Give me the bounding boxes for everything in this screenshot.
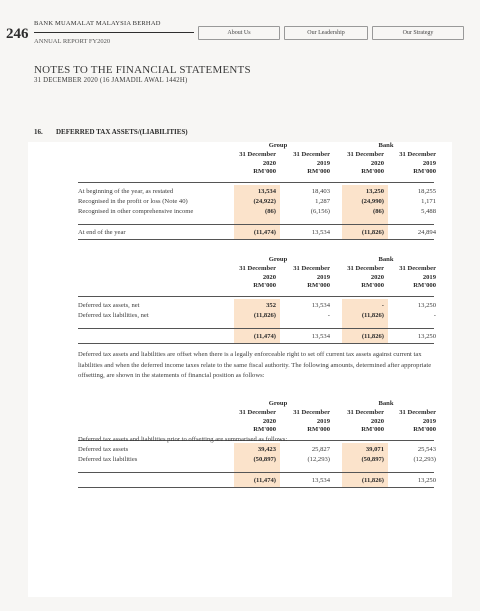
nav-our-leadership[interactable]: Our Leadership (284, 26, 368, 40)
table3-column-header (366, 409, 436, 435)
table1-cell: (24,922) (253, 198, 276, 205)
table2-header-rule (78, 296, 434, 297)
table1-total-label: At end of the year (78, 229, 126, 236)
column-header-year: 2019 (422, 417, 436, 425)
column-header-date: 31 December (399, 151, 436, 158)
table3-total-rule-top (78, 472, 434, 473)
table2-total-cell: (11,474) (253, 333, 276, 340)
table2-bank-heading: Bank (378, 256, 394, 263)
table2-column-header (366, 265, 436, 291)
nav-our-strategy[interactable]: Our Strategy (372, 26, 464, 40)
table2-cell: - (381, 302, 384, 309)
table1-total-rule-top (78, 224, 434, 225)
table3-cell: 39,423 (257, 446, 276, 453)
table2-total-rule-top (78, 328, 434, 329)
column-header-date: 31 December (293, 409, 330, 416)
summary-paragraph: Deferred tax assets and liabilities prior to offsetting are summarised as follows: (78, 436, 288, 443)
column-header-unit: RM'000 (307, 282, 330, 289)
section-number: 16. (34, 128, 43, 136)
column-header-date: 31 December (347, 151, 384, 158)
column-header-year: 2020 (262, 159, 276, 167)
column-header-date: 31 December (293, 151, 330, 158)
table3-cell: (12,293) (413, 456, 436, 463)
table2-cell: - (327, 312, 330, 319)
table1-cell: 18,255 (417, 188, 436, 195)
bank-name: BANK MUAMALAT MALAYSIA BERHAD (34, 20, 161, 27)
table1-cell: 1,171 (421, 198, 436, 205)
table1-cell: 13,250 (365, 188, 384, 195)
column-header-date: 31 December (293, 265, 330, 272)
column-header-unit: RM'000 (361, 426, 384, 433)
table1-row-label: Recognised in other comprehensive income (78, 208, 194, 215)
column-header-unit: RM'000 (413, 168, 436, 175)
table2-cell: 13,534 (311, 302, 330, 309)
table3-total-cell: (11,474) (253, 477, 276, 484)
table1-group-heading: Group (268, 142, 288, 149)
table2-row-label: Deferred tax liabilities, net (78, 312, 149, 319)
table1-column-header (366, 151, 436, 177)
column-header-date: 31 December (347, 409, 384, 416)
column-header-year: 2019 (422, 273, 436, 281)
page-number: 246 (6, 26, 29, 42)
table1-row-label: Recognised in the profit or loss (Note 40) (78, 198, 188, 205)
nav-about-us[interactable]: About Us (198, 26, 280, 40)
table3-bank-heading: Bank (378, 400, 394, 407)
column-header-unit: RM'000 (361, 282, 384, 289)
column-header-year: 2020 (370, 159, 384, 167)
column-header-year: 2020 (262, 273, 276, 281)
offset-paragraph: Deferred tax assets and liabilities are offset when there is a legally enforceable right to set off current tax assets against current tax liabilities and when the deferred income taxes relate to the same fiscal authority. The following amounts, determined after appropriate offsetting, are shown in the statements of financial position as follows: (78, 351, 432, 379)
table3-row-label: Deferred tax assets (78, 446, 129, 453)
column-header-year: 2019 (316, 417, 330, 425)
table2-total-rule-bottom (78, 343, 434, 344)
table1-total-rule-bottom (78, 239, 434, 240)
header-divider (34, 32, 194, 33)
column-header-unit: RM'000 (361, 168, 384, 175)
table3-total-cell: 13,534 (311, 477, 330, 484)
table1-cell: 18,403 (311, 188, 330, 195)
section-title: DEFERRED TAX ASSETS/(LIABILITIES) (56, 128, 188, 136)
table3-cell: (12,293) (307, 456, 330, 463)
table2-group-heading: Group (268, 256, 288, 263)
column-header-year: 2020 (370, 417, 384, 425)
table3-total-rule-bottom (78, 487, 434, 488)
table1-cell: (6,156) (310, 208, 330, 215)
table2-row-label: Deferred tax assets, net (78, 302, 140, 309)
table1-total-cell: 24,894 (417, 229, 436, 236)
table1-row-label: At beginning of the year, as restated (78, 188, 174, 195)
table2-total-cell: (11,826) (361, 333, 384, 340)
column-header-year: 2019 (316, 159, 330, 167)
column-header-date: 31 December (347, 265, 384, 272)
table1-cell: (24,990) (361, 198, 384, 205)
table3-group-heading: Group (268, 400, 288, 407)
table1-total-cell: (11,474) (253, 229, 276, 236)
page-subtitle: 31 DECEMBER 2020 (16 JAMADIL AWAL 1442H) (34, 77, 188, 84)
table2-cell: - (433, 312, 436, 319)
column-header-year: 2019 (422, 159, 436, 167)
table1-cell: (86) (373, 208, 384, 215)
report-name: ANNUAL REPORT FY2020 (34, 38, 111, 45)
table3-total-cell: 13,250 (417, 477, 436, 484)
table3-total-cell: (11,826) (361, 477, 384, 484)
table3-cell: (50,897) (253, 456, 276, 463)
table1-total-cell: (11,826) (361, 229, 384, 236)
table2-total-cell: 13,250 (417, 333, 436, 340)
column-header-unit: RM'000 (413, 282, 436, 289)
table2-total-cell: 13,534 (311, 333, 330, 340)
column-header-unit: RM'000 (253, 426, 276, 433)
column-header-unit: RM'000 (253, 282, 276, 289)
column-header-unit: RM'000 (413, 426, 436, 433)
table1-header-rule (78, 182, 434, 183)
table3-cell: (50,897) (361, 456, 384, 463)
table1-total-cell: 13,534 (311, 229, 330, 236)
table3-cell: 25,827 (311, 446, 330, 453)
table2-cell: 352 (266, 302, 276, 309)
table3-row-label: Deferred tax liabilities (78, 456, 138, 463)
table1-cell: 1,287 (315, 198, 330, 205)
column-header-date: 31 December (239, 151, 276, 158)
column-header-date: 31 December (399, 265, 436, 272)
table3-cell: 25,543 (417, 446, 436, 453)
table2-cell: (11,826) (361, 312, 384, 319)
page-title: NOTES TO THE FINANCIAL STATEMENTS (34, 64, 251, 76)
column-header-unit: RM'000 (307, 426, 330, 433)
table2-cell: 13,250 (417, 302, 436, 309)
column-header-date: 31 December (239, 265, 276, 272)
column-header-date: 31 December (399, 409, 436, 416)
column-header-year: 2019 (316, 273, 330, 281)
table1-bank-heading: Bank (378, 142, 394, 149)
column-header-unit: RM'000 (307, 168, 330, 175)
table1-cell: 5,488 (421, 208, 436, 215)
table1-cell: 13,534 (257, 188, 276, 195)
column-header-year: 2020 (370, 273, 384, 281)
column-header-date: 31 December (239, 409, 276, 416)
table3-cell: 39,071 (365, 446, 384, 453)
column-header-unit: RM'000 (253, 168, 276, 175)
table1-cell: (86) (265, 208, 276, 215)
table2-cell: (11,826) (253, 312, 276, 319)
column-header-year: 2020 (262, 417, 276, 425)
